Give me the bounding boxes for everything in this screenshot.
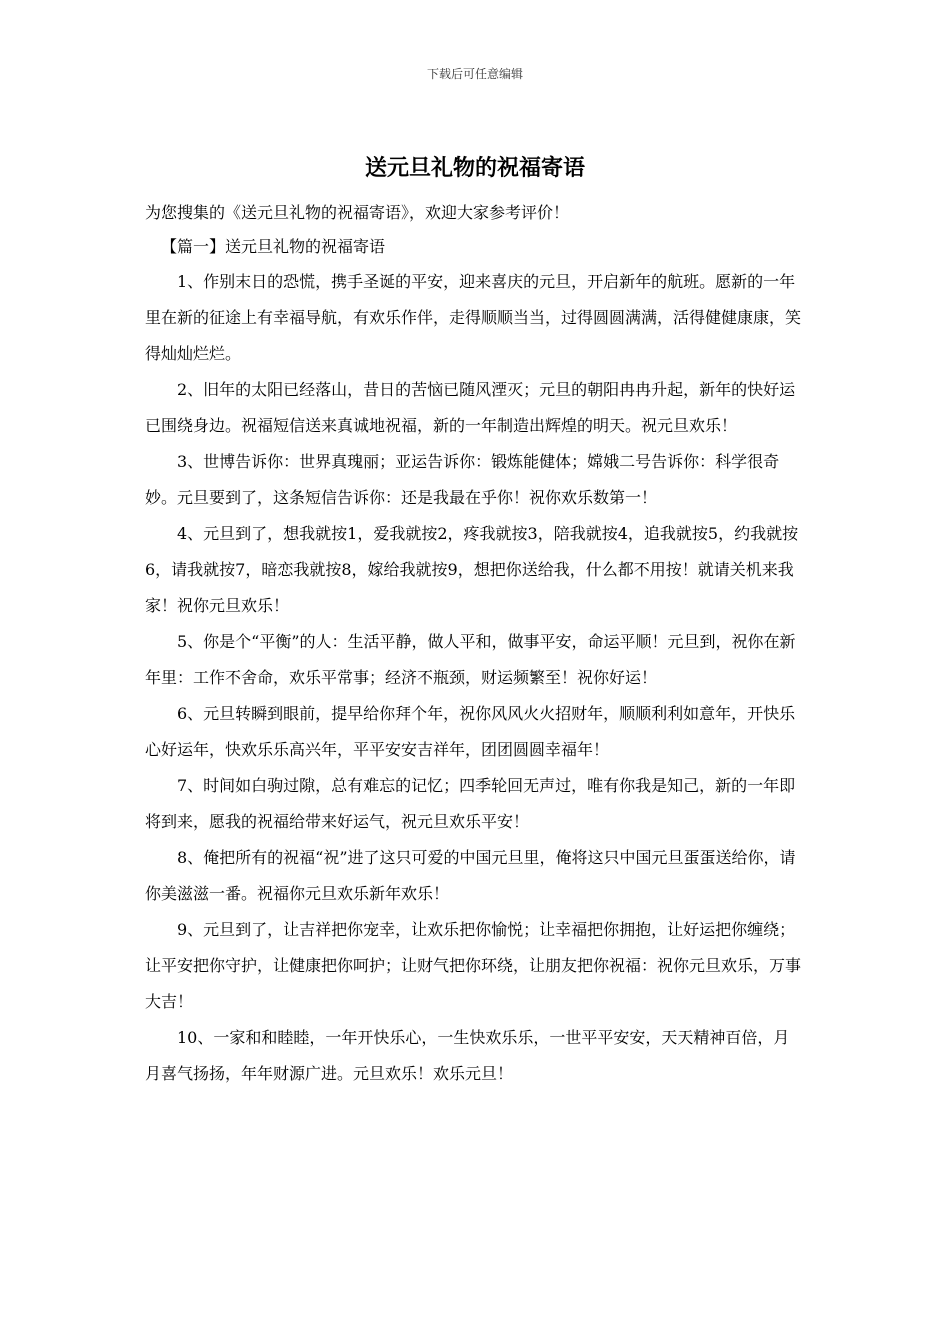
header-note: 下载后可任意编辑 (426, 67, 523, 81)
list-item: 7、时间如白驹过隙，总有难忘的记忆；四季轮回无声过，唯有你我是知己，新的一年即将到来，愿我的祝福给带来好运气，祝元旦欢乐平安！ (145, 776, 796, 831)
list-item: 2、旧年的太阳已经落山，昔日的苦恼已随风湮灭；元旦的朝阳冉冉升起，新年的快好运已围绕身边。祝福短信送来真诚地祝福，新的一年制造出辉煌的明天。祝元旦欢乐！ (145, 380, 796, 435)
list-item: 6、元旦转瞬到眼前，提早给你拜个年，祝你风风火火招财年，顺顺利利如意年，开快乐心好运年，快欢乐乐高兴年，平平安安吉祥年，团团圆圆幸福年！ (145, 704, 796, 759)
section-heading: 【篇一】送元旦礼物的祝福寄语 (161, 237, 386, 256)
document-body (145, 196, 805, 1092)
list-item: 5、你是个“平衡”的人：生活平静，做人平和，做事平安，命运平顺！元旦到，祝你在新年里：工作不舍命，欢乐平常事；经济不瓶颈，财运频繁至！祝你好运！ (145, 632, 796, 687)
list-item: 10、一家和和睦睦，一年开快乐心，一生快欢乐乐，一世平平安安，天天精神百倍，月月喜气扬扬，年年财源广进。元旦欢乐！欢乐元旦！ (145, 1028, 790, 1083)
list-item: 8、俺把所有的祝福“祝”进了这只可爱的中国元旦里，俺将这只中国元旦蛋蛋送给你，请你美滋滋一番。祝福你元旦欢乐新年欢乐！ (145, 848, 796, 903)
page-title: 送元旦礼物的祝福寄语 (364, 155, 585, 181)
list-item: 3、世博告诉你：世界真瑰丽；亚运告诉你：锻炼能健体；嫦娥二号告诉你：科学很奇妙。元旦要到了，这条短信告诉你：还是我最在乎你！祝你欢乐数第一！ (145, 452, 780, 507)
list-item: 1、作别末日的恐慌，携手圣诞的平安，迎来喜庆的元旦，开启新年的航班。愿新的一年里在新的征途上有幸福导航，有欢乐作伴，走得顺顺当当，过得圆圆满满，活得健健康康，笑得灿灿烂烂。 (145, 272, 802, 363)
intro-paragraph: 为您搜集的《送元旦礼物的祝福寄语》，欢迎大家参考评价！ (145, 203, 570, 222)
list-item: 4、元旦到了，想我就按1，爱我就按2，疼我就按3，陪我就按4，追我就按5，约我就按6，请我就按7，暗恋我就按8，嫁给我就按9，想把你送给我，什么都不用按！就请关机来我家！祝你元旦欢乐！ (145, 524, 799, 615)
list-item: 9、元旦到了，让吉祥把你宠幸，让欢乐把你愉悦；让幸福把你拥抱，让好运把你缠绕；让平安把你守护，让健康把你呵护；让财气把你环绕，让朋友把你祝福：祝你元旦欢乐，万事大吉！ (145, 920, 802, 1011)
